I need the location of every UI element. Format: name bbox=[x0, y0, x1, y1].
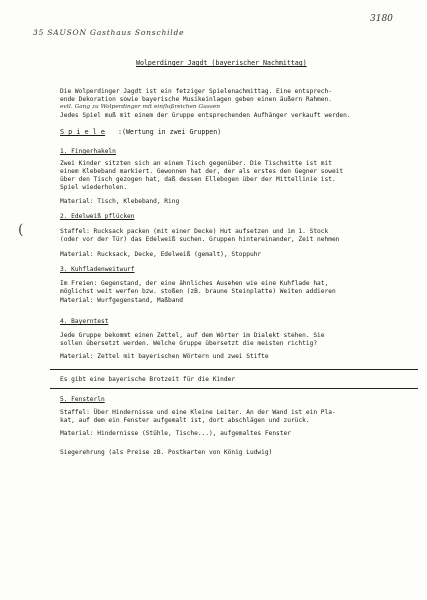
game-4-line: sollen übersetzt werden. Welche Gruppe übersetzt die meisten richtig? bbox=[60, 340, 318, 347]
game-1-title: 1. Fingerhakeln bbox=[60, 148, 116, 155]
document-title: Wolperdinger Jagdt (bayerischer Nachmittag) bbox=[136, 59, 307, 67]
game-5-line: Staffel: Über Hindernisse und eine Kleine Leiter. An der Wand ist ein Pla- bbox=[60, 409, 336, 416]
brotzeit-bottom-rule bbox=[50, 388, 418, 389]
spiele-heading: S p i e l e bbox=[60, 128, 106, 136]
game-3-line: Im Freien: Gegenstand, der eine ähnliches Ausehen wie eine Kuhflade hat, bbox=[60, 280, 329, 287]
page-number: 3180 bbox=[370, 14, 393, 24]
game-2-material: Material: Rucksack, Decke, Edelweiß (gemalt), Stoppuhr bbox=[60, 251, 262, 258]
brotzeit-top-rule bbox=[50, 369, 418, 370]
game-5-title: 5. Fensterln bbox=[60, 396, 105, 403]
game-2-title: 2. Edelweiß pflücken bbox=[60, 213, 135, 220]
intro-line-2: ende Dekoration sowie bayerische Musikeinlagen geben einen äußern Rahmen. bbox=[60, 96, 332, 103]
left-margin-mark: ( bbox=[18, 222, 24, 238]
intro-handwritten: evtl. Gang zu Wolperdinger mit einflußreichen Gussen bbox=[60, 104, 220, 110]
header-note: 35 SAUSON Gasthaus Sonschilde bbox=[33, 28, 185, 37]
game-3-material: Material: Wurfgegenstand, Maßband bbox=[60, 297, 183, 304]
game-1-line: über den Tisch gezogen hat, daß dessen Ellebogen über der Mittellinie ist. bbox=[60, 176, 336, 183]
game-5-line: kat, auf dem ein Fenster aufgemalt ist, dort abschlägen und zurück. bbox=[60, 417, 310, 424]
game-3-line: möglichst weit werfen bzw. stoßen (zB. braune Steinplatte) Weiten addieren bbox=[60, 288, 336, 295]
game-1-line: Spiel wiederholen. bbox=[60, 184, 128, 191]
game-2-line: (oder vor der Tür) das Edelweiß suchen. Gruppen hintereinander, Zeit nehmen bbox=[60, 236, 340, 243]
game-4-line: Jede Gruppe bekommt einen Zettel, auf dem Wörter im Dialekt stehen. Sie bbox=[60, 332, 325, 339]
game-1-material: Material: Tisch, Klebeband, Ring bbox=[60, 198, 180, 205]
game-1-line: Zwei Kinder sitzten sich an einem Tisch gegenüber. Die Tischmitte ist mit bbox=[60, 160, 332, 167]
intro-line-3: Jedes Spiel muß mit einem der Gruppe entsprechenden Aufhänger verkauft werden. bbox=[60, 112, 351, 119]
brotzeit-note: Es gibt eine bayerische Brotzeit für die Kinder bbox=[60, 376, 236, 383]
game-4-material: Material: Zettel mit bayerischen Wörtern und zwei Stifte bbox=[60, 353, 269, 360]
intro-line-1: Die Wolperdinger Jagdt ist ein fetziger Spielenachmittag. Eine entsprech- bbox=[60, 88, 332, 95]
game-3-title: 3. Kuhfladenweitwurf bbox=[60, 266, 135, 273]
spiele-note: :(Wertung in zwei Gruppen) bbox=[118, 128, 222, 136]
game-5-material: Material: Hindernisse (Stühle, Tische...), aufgemaltes Fenster bbox=[60, 430, 291, 437]
siegerehrung: Siegerehrung (als Preise zB. Postkarten von König Ludwig) bbox=[60, 449, 273, 456]
game-4-title: 4. Bayerntest bbox=[60, 318, 109, 325]
game-1-line: einem Klebeband markiert. Gewonnen hat der, der als erstes den Gegner soweit bbox=[60, 168, 344, 175]
game-2-line: Staffel: Rucksack packen (mit einer Decke) Hut aufsetzen und im 1. Stock bbox=[60, 228, 329, 235]
